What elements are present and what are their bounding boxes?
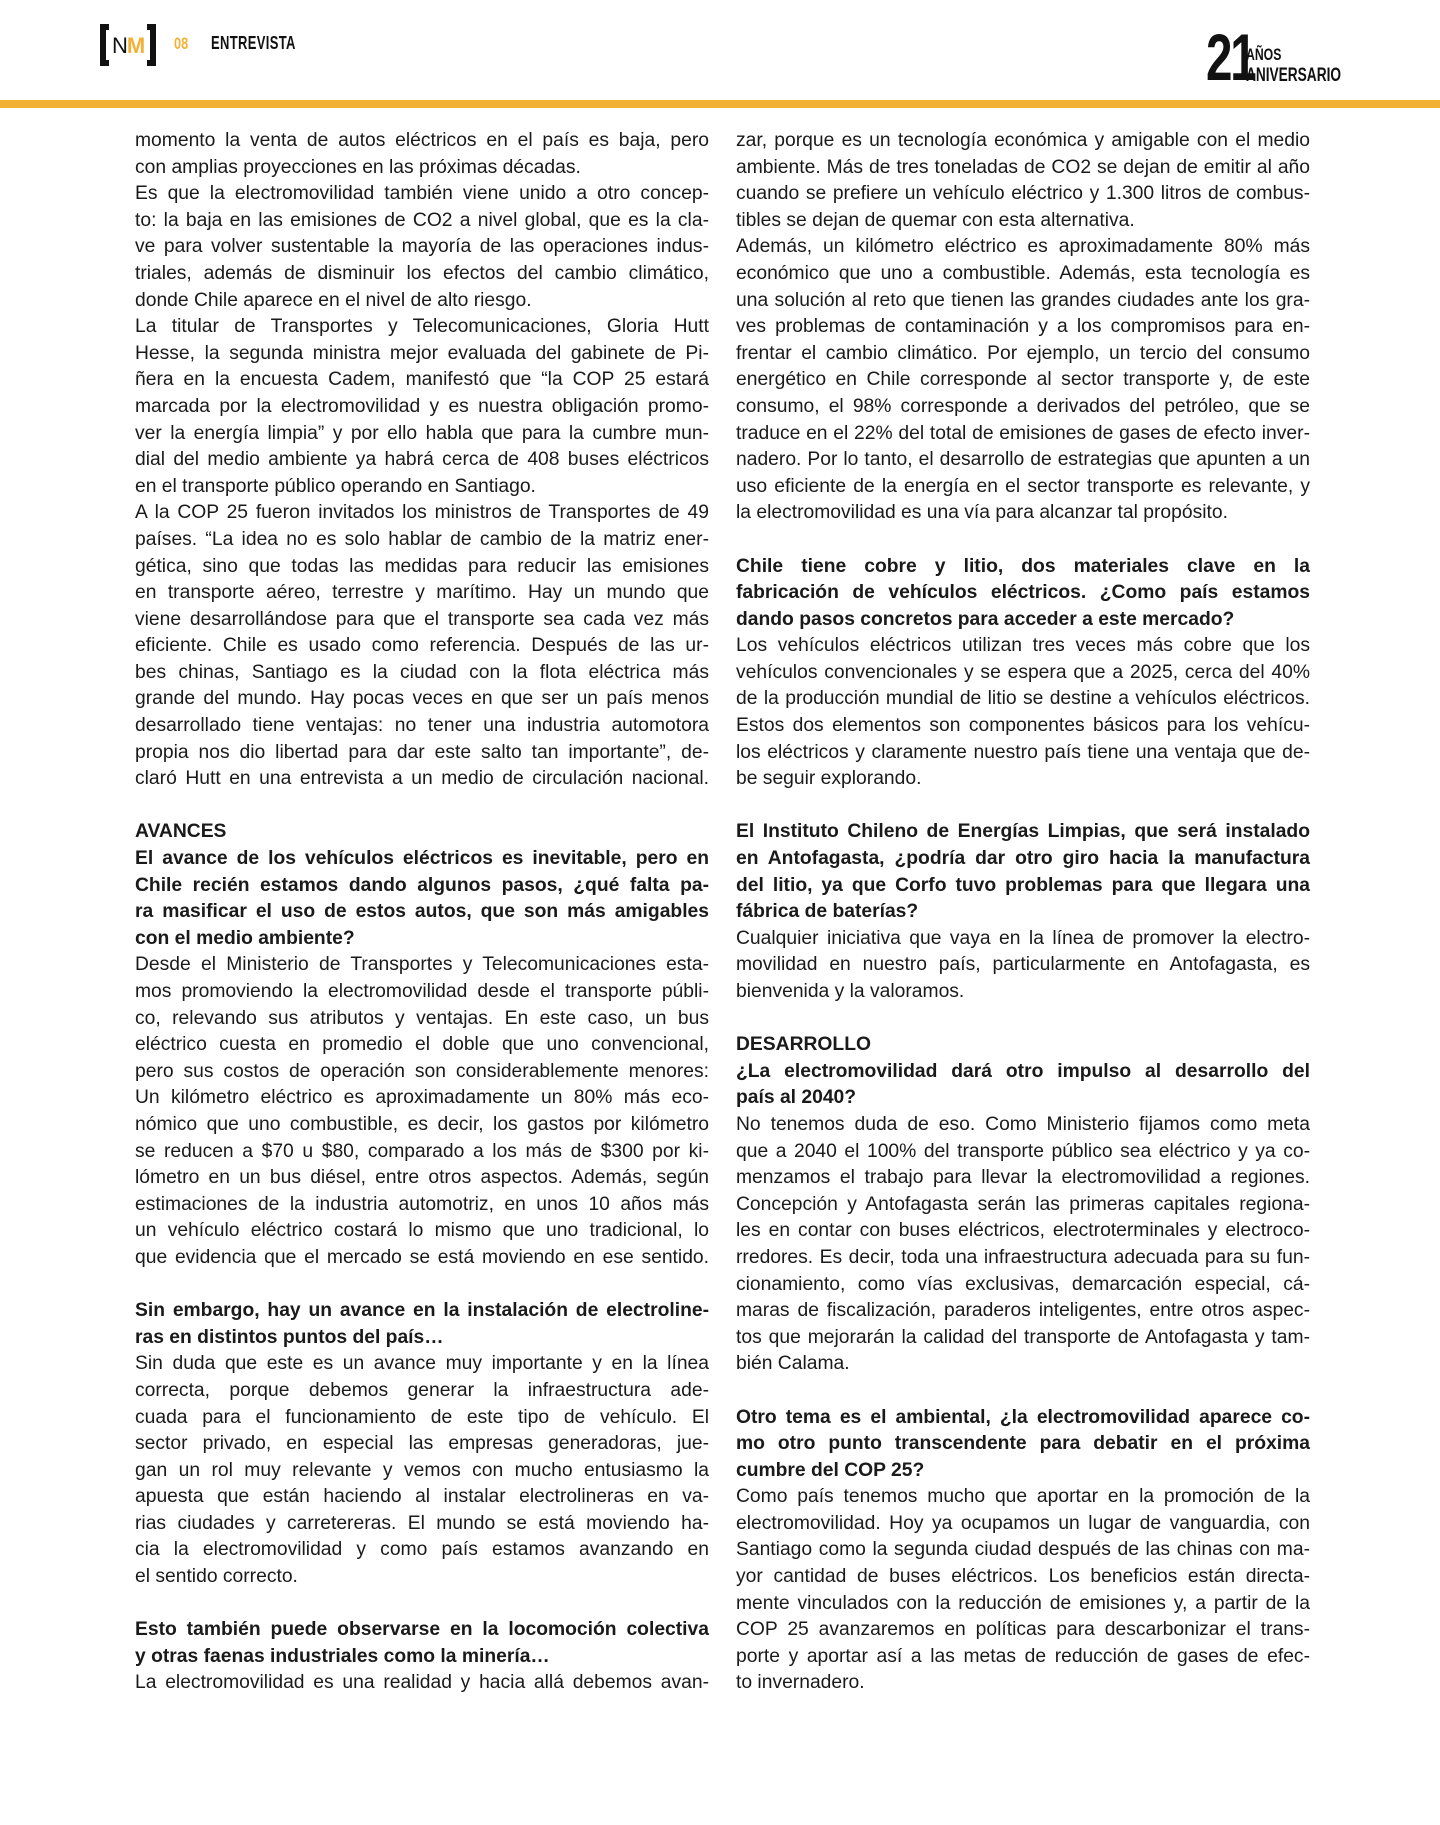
body-text-line: movilidad en nuestro país, particularmente en Antofagasta, es xyxy=(736,954,1310,976)
body-text-line: Un kilómetro eléctrico es aproximadamente un 80% más eco- xyxy=(135,1087,709,1109)
body-text-line: triales, además de disminuir los efectos del cambio climático, xyxy=(135,262,709,284)
body-text-line: ves problemas de contaminación y a los compromisos para en- xyxy=(736,316,1310,338)
body-text-line: No tenemos duda de eso. Como Ministerio fijamos como meta xyxy=(736,1113,1310,1135)
body-text-line: momento la venta de autos eléctricos en el país es baja, pero xyxy=(135,130,709,151)
body-text-line: que a 2040 el 100% del transporte público sea eléctrico y ya co- xyxy=(736,1140,1310,1162)
body-text-line: to invernadero. xyxy=(736,1672,865,1694)
body-text-line: vehículos convencionales y se espera que a 2025, cerca del 40% xyxy=(736,661,1310,683)
article-column-right xyxy=(736,128,1310,1697)
body-text-line: en el transporte público operando en Santiago. xyxy=(135,475,536,497)
body-text-line: Como país tenemos mucho que aportar en la promoción de la xyxy=(736,1486,1310,1508)
heading-line: fabricación de vehículos eléctricos. ¿Como país estamos xyxy=(736,582,1310,604)
body-text-line: maras de fiscalización, paraderos inteligentes, entre otros aspec- xyxy=(736,1300,1310,1322)
logo-left-bracket xyxy=(100,24,109,66)
body-text-line: cia la electromovilidad y como país estamos avanzando en xyxy=(135,1539,709,1561)
body-text-line: Es que la electromovilidad también viene unido a otro concep- xyxy=(135,183,709,205)
body-text-line: que evidencia que el mercado se está moviendo en ese sentido. xyxy=(135,1246,709,1268)
body-text-line: un vehículo eléctrico costará lo mismo que uno tradicional, lo xyxy=(135,1220,709,1242)
body-text-line: frentar el cambio climático. Por ejemplo, un tercio del consumo xyxy=(736,342,1310,364)
body-text-line: estimaciones de la industria automotriz, en unos 10 años más xyxy=(135,1193,709,1215)
body-text-line: nadero. Por lo tanto, el desarrollo de estrategias que apunten a un xyxy=(736,449,1310,471)
heading-line: dando pasos concretos para acceder a este mercado? xyxy=(736,608,1235,630)
body-text-line: bes chinas, Santiago es la ciudad con la flota eléctrica más xyxy=(135,661,709,683)
body-text-line: La titular de Transportes y Telecomunicaciones, Gloria Hutt xyxy=(135,316,709,338)
body-text-line: el sentido correcto. xyxy=(135,1566,298,1588)
heading-line: Otro tema es el ambiental, ¿la electromovilidad aparece co- xyxy=(736,1406,1310,1428)
body-text-line: Desde el Ministerio de Transportes y Telecomunicaciones esta- xyxy=(135,954,709,976)
heading-line: El avance de los vehículos eléctricos es inevitable, pero en xyxy=(135,848,709,870)
body-text-line: rredores. Es decir, toda una infraestructura adecuada para su fun- xyxy=(736,1246,1310,1268)
heading-line: Sin embargo, hay un avance en la instalación de electroline- xyxy=(135,1300,709,1322)
body-text-line: gan un rol muy relevante y vemos con mucho entusiasmo la xyxy=(135,1459,709,1481)
body-text-line: nómico que uno combustible, es decir, los gastos por kilómetro xyxy=(135,1113,709,1135)
body-text-line: zar, porque es un tecnología económica y amigable con el medio xyxy=(736,130,1310,151)
heading-line: en Antofagasta, ¿podría dar otro giro hacia la manufactura xyxy=(736,848,1310,870)
body-text-line: de la producción mundial de litio se destine a vehículos eléctricos. xyxy=(736,688,1310,710)
body-text-line: dial del medio ambiente ya habrá cerca de 408 buses eléctricos xyxy=(135,449,709,471)
body-text-line: ambiente. Más de tres toneladas de CO2 se dejan de emitir al año xyxy=(736,156,1310,178)
heading-line: DESARROLLO xyxy=(736,1034,871,1056)
body-text-line: Hesse, la segunda ministra mejor evaluada del gabinete de Pi- xyxy=(135,342,709,364)
body-text-line: bién Calama. xyxy=(736,1353,850,1375)
heading-line: AVANCES xyxy=(135,821,227,843)
paragraph-spacer xyxy=(736,1378,1310,1405)
body-text-line: económico que uno a combustible. Además, esta tecnología es xyxy=(736,262,1310,284)
logo-right-bracket xyxy=(147,24,156,66)
body-text-line: co, relevando sus atributos y ventajas. En este caso, un bus xyxy=(135,1007,709,1029)
body-text-line: en transporte aéreo, terrestre y marítimo. Hay un mundo que xyxy=(135,582,709,604)
heading-line: Chile recién estamos dando algunos pasos, ¿qué falta pa- xyxy=(135,874,709,896)
section-title: ENTREVISTA xyxy=(211,33,296,53)
body-text-line: correcta, porque debemos generar la infraestructura ade- xyxy=(135,1379,709,1401)
page-header xyxy=(0,0,1440,100)
body-text-line: A la COP 25 fueron invitados los ministros de Transportes de 49 xyxy=(135,502,709,524)
heading-line: país al 2040? xyxy=(736,1087,857,1109)
paragraph-spacer xyxy=(135,1591,709,1618)
body-text-line: la electromovilidad es una vía para alcanzar tal propósito. xyxy=(736,502,1228,524)
logo-letter-m: M xyxy=(126,33,145,58)
body-text-line: países. “La idea no es solo hablar de cambio de la matriz ener- xyxy=(135,528,709,550)
body-text-line: viene desarrollándose para que el transporte sea cada vez más xyxy=(135,608,709,630)
heading-line: Chile tiene cobre y litio, dos materiales clave en la xyxy=(736,555,1310,577)
body-text-line: donde Chile aparece en el nivel de alto riesgo. xyxy=(135,289,532,311)
body-text-line: Cualquier iniciativa que vaya en la línea de promover la electro- xyxy=(736,927,1310,949)
body-text-line: Sin duda que este es un avance muy importante y en la línea xyxy=(135,1353,709,1375)
page-number: 08 xyxy=(174,34,189,53)
body-text-line: propia nos dio libertad para dar este salto tan importante”, de- xyxy=(135,741,709,763)
body-text-line: yor cantidad de buses eléctricos. Los beneficios están directa- xyxy=(736,1566,1310,1588)
body-text-line: marcada por la electromovilidad y es nuestra obligación promo- xyxy=(135,395,709,417)
heading-line: mo otro punto transcendente para debatir en el próxima xyxy=(736,1433,1310,1455)
body-text-line: con amplias proyecciones en las próximas décadas. xyxy=(135,156,581,178)
body-text-line: mente vinculados con la reducción de emisiones y, a partir de la xyxy=(736,1592,1310,1614)
heading-line: con el medio ambiente? xyxy=(135,927,355,949)
heading-line: ras en distintos puntos del país… xyxy=(135,1326,444,1348)
body-text-line: apuesta que están haciendo al instalar electrolineras en va- xyxy=(135,1486,709,1508)
body-text-line: be seguir explorando. xyxy=(736,768,922,790)
body-text-line: Concepción y Antofagasta serán las primeras capitales regiona- xyxy=(736,1193,1310,1215)
body-text-line: Además, un kilómetro eléctrico es aproximadamente 80% más xyxy=(736,236,1310,258)
paragraph-spacer xyxy=(736,527,1310,554)
body-text-line: Estos dos elementos son componentes básicos para los vehícu- xyxy=(736,715,1310,737)
body-text-line: una solución al reto que tienen las grandes ciudades ante los gra- xyxy=(736,289,1310,311)
body-text-line: energético en Chile corresponde al sector transporte y, de este xyxy=(736,369,1310,391)
body-text-line: uso eficiente de la energía en el sector transporte es relevante, y xyxy=(736,475,1310,497)
article-column-left xyxy=(135,128,709,1697)
header-divider xyxy=(0,100,1440,108)
heading-line: ra masificar el uso de estos autos, que son más amigables xyxy=(135,901,709,923)
body-text-line: lómetro en un bus diésel, entre otros aspectos. Además, según xyxy=(135,1167,709,1189)
body-text-line: sector privado, en especial las empresas generadoras, jue- xyxy=(135,1433,709,1455)
body-text-line: porte y aportar así a las metas de reducción de gases de efec- xyxy=(736,1645,1310,1667)
body-text-line: rias ciudades y carretereras. El mundo se está moviendo ha- xyxy=(135,1512,709,1534)
body-text-line: COP 25 avanzaremos en políticas para descarbonizar el trans- xyxy=(736,1619,1310,1641)
body-text-line: cionamiento, como vías exclusivas, demarcación especial, cá- xyxy=(736,1273,1310,1295)
body-text-line: se reducen a $70 u $80, comparado a los más de $300 por ki- xyxy=(135,1140,709,1162)
paragraph-spacer xyxy=(736,1006,1310,1033)
paragraph-spacer xyxy=(736,793,1310,820)
body-text-line: to: la baja en las emisiones de CO2 a nivel global, que es la cla- xyxy=(135,209,709,231)
logo-letter-n: N xyxy=(112,33,127,58)
heading-line: El Instituto Chileno de Energías Limpias, que será instalado xyxy=(736,821,1310,843)
body-text-line: menzamos el trabajo para llevar la electromovilidad a regiones. xyxy=(736,1167,1310,1189)
body-text-line: eléctrico cuesta en promedio el doble que uno convencional, xyxy=(135,1034,709,1056)
body-text-line: ver la energía limpia” y por ello habla que para la cumbre mun- xyxy=(135,422,709,444)
body-text-line: eficiente. Chile es usado como referencia. Después de las ur- xyxy=(135,635,709,657)
heading-line: fábrica de baterías? xyxy=(736,901,919,923)
heading-line: cumbre del COP 25? xyxy=(736,1459,925,1481)
body-text-line: mos promoviendo la electromovilidad desde el transporte públi- xyxy=(135,981,709,1002)
body-text-line: pero sus costos de operación son considerablemente menores: xyxy=(135,1060,709,1082)
body-text-line: los eléctricos y claramente nuestro país tiene una ventaja que de- xyxy=(736,741,1310,763)
body-text-line: cuando se prefiere un vehículo eléctrico y 1.300 litros de combus- xyxy=(736,183,1310,205)
anniversary-years-label: AÑOS xyxy=(1246,45,1282,64)
heading-line: y otras faenas industriales como la minería… xyxy=(135,1645,550,1667)
body-text-line: gética, sino que todas las medidas para reducir las emisiones xyxy=(135,555,709,577)
body-text-line: consumo, el 98% corresponde a derivados del petróleo, que se xyxy=(736,395,1310,417)
heading-line: del litio, ya que Corfo tuvo problemas para que llegara una xyxy=(736,874,1310,896)
body-text-line: claró Hutt en una entrevista a un medio de circulación nacional. xyxy=(135,768,709,790)
paragraph-spacer xyxy=(135,1272,709,1299)
body-text-line: Los vehículos eléctricos utilizan tres veces más cobre que los xyxy=(736,635,1310,657)
body-text-line: desarrollado tiene ventajas: no tener una industria automotora xyxy=(135,715,709,737)
body-text-line: cuada para el funcionamiento de este tipo de vehículo. El xyxy=(135,1406,709,1428)
heading-line: ¿La electromovilidad dará otro impulso al desarrollo del xyxy=(736,1060,1310,1082)
body-text-line: grande del mundo. Hay pocas veces en que ser un país menos xyxy=(135,688,709,710)
body-text-line: tos que mejorarán la calidad del transporte de Antofagasta y tam- xyxy=(736,1326,1310,1348)
body-text-line: electromovilidad. Hoy ya ocupamos un lugar de vanguardia, con xyxy=(736,1512,1310,1534)
anniversary-number: 21 xyxy=(1206,20,1255,94)
body-text-line: bienvenida y la valoramos. xyxy=(736,981,965,1002)
body-text-line: ve para volver sustentable la mayoría de las operaciones indus- xyxy=(135,236,709,258)
anniversary-label: ANIVERSARIO xyxy=(1246,65,1342,86)
body-text-line: les en contar con buses eléctricos, electroterminales y electroco- xyxy=(736,1220,1310,1242)
body-text-line: La electromovilidad es una realidad y hacia allá debemos avan- xyxy=(135,1672,709,1694)
body-text-line: traduce en el 22% del total de emisiones de gases de efecto inver- xyxy=(736,422,1310,444)
body-text-line: Santiago como la segunda ciudad después de las chinas con ma- xyxy=(736,1539,1310,1561)
publication-logo xyxy=(100,24,156,68)
body-text-line: ñera en la encuesta Cadem, manifestó que “la COP 25 estará xyxy=(135,369,709,391)
heading-line: Esto también puede observarse en la locomoción colectiva xyxy=(135,1619,709,1641)
paragraph-spacer xyxy=(135,793,709,820)
body-text-line: tibles se dejan de quemar con esta alternativa. xyxy=(736,209,1135,231)
